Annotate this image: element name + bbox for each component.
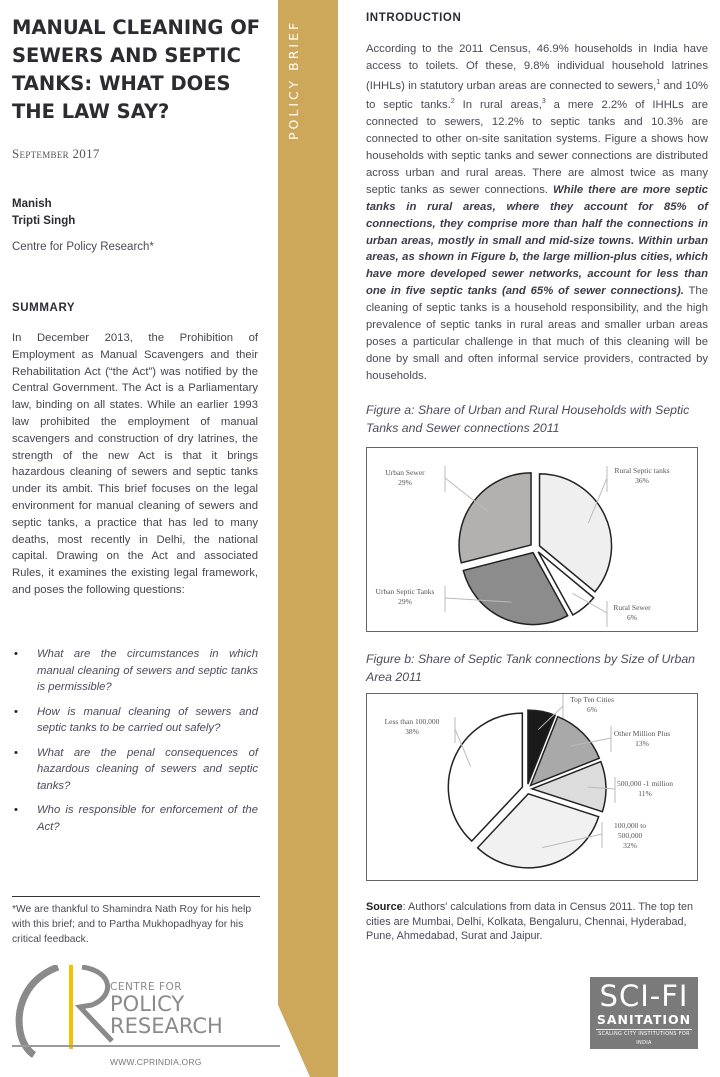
publication-date: September 2017: [12, 146, 100, 161]
cpr-c-mark: [19, 967, 58, 1055]
question-text: Who is responsible for enforcement of the Act?: [37, 804, 258, 833]
cpr-wordmark: [110, 981, 223, 1037]
category-label: 100,000 to: [613, 821, 647, 830]
data-label: 29%: [398, 478, 412, 487]
introduction-text: According to the 2011 Census, 46.9% households in India have access to toilets. Of these, 9.8% individual household latrines (IHHLs) in statutory urban areas are connected to sewers,$^1$ and 10% to septic tanks.$^2$ In rural areas,$^3$ a mere 2.2% of IHHLs are connected to sewers, 12.2% to septic tanks and 10.3% are connected to other on-site sanitation systems. Figure a shows how households with septic tanks and sewer connections are distributed across urban and rural areas. There are almost twice as many septic tanks as sewer connections. While there are more septic tanks in rural areas, where they account for 85% of connections, they comprise more than half the connections in urban areas, mostly in small and mid-size towns. Within urban areas, as shown in Figure b, the large million-plus cities, which have more developed sewer networks, account for less than one in five septic tanks (and 65% of sewer connections). The cleaning of septic tanks is a household responsibility, and the high prevalence of septic tanks in rural areas and smaller urban areas poses a particular challenge in that much of this cleaning will be done by small and often informal service providers, contracted by households.: [366, 43, 708, 382]
figure-a-pie: [367, 448, 699, 633]
category-label: 500,000 -1 million: [616, 779, 674, 788]
footnote: *We are thankful to Shamindra Nath Roy for his help with this brief; and to Partha Mukhopadhyay for his critical feedback.: [12, 904, 252, 945]
cpr-r-mark: [80, 967, 112, 1041]
data-label: 38%: [405, 727, 419, 736]
bullet-icon: •: [14, 705, 18, 718]
question-text: What are the circumstances in which manual cleaning of sewers and septic tanks is permissible?: [37, 648, 258, 693]
figure-b-chart: [366, 693, 698, 881]
affiliation: Centre for Policy Research*: [12, 241, 154, 253]
data-label: 32%: [623, 841, 637, 850]
cpr-line3: RESEARCH: [110, 1014, 223, 1038]
scifi-title: SCI-FI: [599, 979, 689, 1013]
policy-brief-band: [278, 0, 338, 1077]
source-note: [366, 900, 708, 944]
category-label: Urban Septic Tanks: [375, 587, 435, 596]
bullet-icon: •: [14, 746, 18, 759]
figure-b-pie: [367, 694, 699, 882]
category-label: Urban Sewer: [385, 468, 425, 477]
data-label: 6%: [627, 613, 637, 622]
figure-a-caption: Figure a: Share of Urban and Rural Households with Septic Tanks and Sewer connections 2011: [366, 403, 690, 435]
footnote-ref[interactable]: 2: [450, 98, 455, 106]
question-text: What are the penal consequences of hazardous cleaning of sewers and septic tanks?: [37, 746, 258, 792]
data-label: 6%: [587, 705, 597, 714]
figure-a-chart: [366, 447, 698, 632]
scifi-tagline: SCALING CITY INSTITUTIONS FOR INDIA: [598, 1031, 690, 1046]
footnote-ref[interactable]: 3: [541, 98, 546, 106]
questions-list: [12, 646, 258, 843]
author-name: Tripti Singh: [12, 215, 76, 227]
cpr-line1: CENTRE FOR: [110, 981, 183, 993]
scifi-subtitle: SANITATION: [596, 1013, 692, 1030]
bullet-icon: •: [14, 804, 18, 816]
footnote-divider: [12, 896, 260, 897]
summary-heading: SUMMARY: [12, 302, 76, 314]
cpr-line2: POLICY: [110, 992, 185, 1016]
category-label: Rural Septic tanks: [614, 466, 670, 475]
question-item: [12, 745, 258, 795]
bullet-icon: •: [14, 648, 18, 660]
category-label: Rural Sewer: [613, 603, 651, 612]
source-label: Source: [366, 901, 403, 913]
question-item: [12, 802, 258, 835]
scifi-sanitation-logo: [590, 977, 698, 1049]
data-label: 11%: [638, 789, 652, 798]
introduction-heading: INTRODUCTION: [366, 12, 462, 24]
category-label: Less than 100,000: [384, 717, 440, 726]
category-label: 500,000: [617, 831, 643, 840]
cpr-underline: [12, 1045, 280, 1047]
summary-text: In December 2013, the Prohibition of Employment as Manual Scavengers and their Rehabilitation Act (“the Act”) was notified by the Central Government. The Act is a Parliamentary law, binding on all states. While an earlier 1993 law prohibited the employment of manual scavengers and construction of dry latrines, the strength of the new Act is that it brings hazardous cleaning of sewers and septic tanks under its ambit. This brief focuses on the legal environment for manual cleaning of sewers and septic tanks, a practice that has led to many deaths, most recently in Delhi, the national capital. Drawing on the Act and associated Rules, it examines the existing legal framework, and poses the following questions:: [12, 332, 258, 596]
question-item: [12, 704, 258, 737]
footnote-ref[interactable]: 1: [656, 78, 661, 86]
authors: [12, 196, 75, 230]
author-name: Manish: [12, 198, 52, 210]
source-text: : Authors' calculations from data in Census 2011. The top ten cities are Mumbai, Delhi, Kolkata, Bengaluru, Chennai, Hyderabad, Pune, Ahmedabad, Surat and Jaipur.: [366, 901, 693, 942]
policy-brief-label: POLICY BRIEF: [286, 19, 301, 140]
category-label: Top Ten Cities: [570, 695, 614, 704]
data-label: 13%: [635, 739, 649, 748]
cpr-website-link[interactable]: WWW.CPRINDIA.ORG: [110, 1057, 202, 1067]
figure-b-caption: Figure b: Share of Septic Tank connections by Size of Urban Area 2011: [366, 652, 696, 684]
category-label: Other Million Plus: [613, 729, 671, 738]
document-title: MANUAL CLEANING OF SEWERS AND SEPTIC TANKS: WHAT DOES THE LAW SAY?: [12, 16, 261, 123]
emphasis-text: While there are more septic tanks in rural areas, where they account for 85% of connections, they comprise more than half the connections in urban areas, mostly in small and mid-size towns. Within urban areas, as shown in Figure b, the large million-plus cities, which have more developed sewer networks, account for less than one in five septic tanks (and 65% of sewer connections).: [366, 183, 708, 298]
question-item: [12, 646, 258, 696]
data-label: 36%: [635, 476, 649, 485]
question-text: How is manual cleaning of sewers and septic tanks to be carried out safely?: [37, 705, 258, 734]
pie-slice-urban-sewer: [459, 473, 531, 563]
data-label: 29%: [398, 597, 412, 606]
